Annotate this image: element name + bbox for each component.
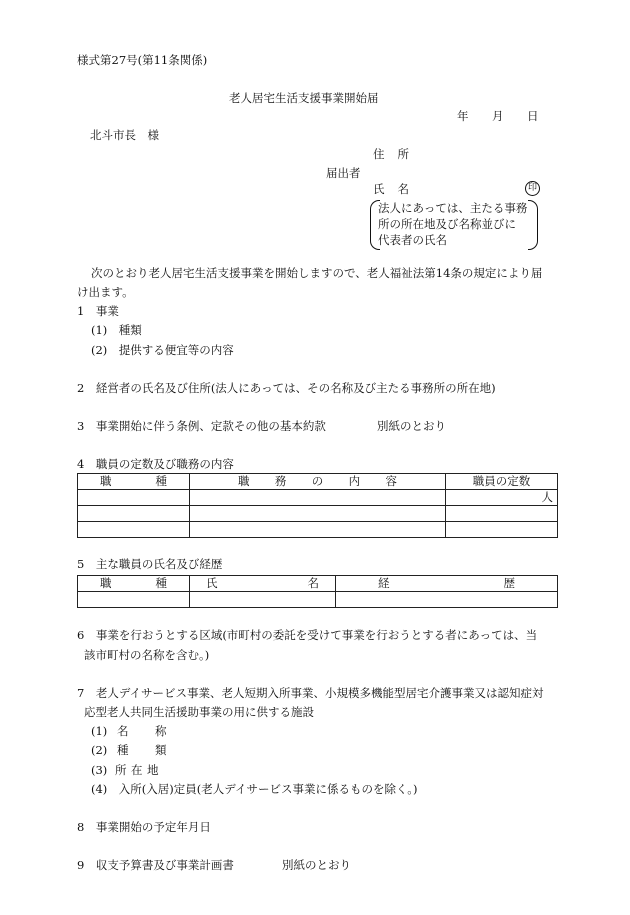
- cell[interactable]: [446, 506, 558, 522]
- note-line: 法人にあっては、主たる事務: [378, 201, 528, 215]
- item-1-2: (2) 提供する便宜等の内容: [91, 343, 234, 357]
- addressee: 北斗市長 様: [90, 128, 159, 142]
- item-4: 4 職員の定数及び職務の内容: [77, 457, 234, 471]
- note-line: 所の所在地及び名称並びに: [378, 217, 516, 231]
- table-row: [78, 490, 558, 506]
- cell[interactable]: [78, 592, 190, 608]
- cell[interactable]: [78, 506, 190, 522]
- item-7-line-1: 7 老人デイサービス事業、老人短期入所事業、小規模多機能型居宅介護事業又は認知症対: [77, 686, 544, 700]
- header-career: 経 歴: [336, 576, 558, 592]
- address-label: 住 所: [373, 147, 409, 161]
- item-6-line-1: 6 事業を行おうとする区域(市町村の委託を受けて事業を行おうとする者にあっては、当: [77, 628, 538, 642]
- item-3-note: 別紙のとおり: [377, 419, 446, 433]
- header-duty-content: 職 務 の 内 容: [190, 474, 446, 490]
- item-7-1: (1) 名 称: [91, 724, 167, 738]
- item-7-line-2: 応型老人共同生活援助事業の用に供する施設: [84, 705, 314, 719]
- item-8: 8 事業開始の予定年月日: [77, 820, 211, 834]
- cell[interactable]: [190, 506, 446, 522]
- date-year: 年: [457, 109, 469, 123]
- header-name: 氏 名: [190, 576, 336, 592]
- item-7-2: (2) 種 類: [91, 743, 167, 757]
- applicant-label: 届出者: [326, 166, 361, 180]
- item-5: 5 主な職員の氏名及び経歴: [77, 557, 223, 571]
- table-row: [78, 592, 558, 608]
- staff-count-unit[interactable]: 人: [446, 490, 558, 506]
- item-1: 1 事業: [77, 304, 119, 318]
- intro-line-2: け出ます。: [77, 285, 134, 299]
- applicant-note: [370, 200, 538, 250]
- right-bracket: [528, 200, 538, 250]
- item-7-3: (3) 所 在 地: [91, 763, 159, 777]
- cell[interactable]: [190, 522, 446, 538]
- cell[interactable]: [446, 522, 558, 538]
- date-month: 月: [492, 109, 504, 123]
- seal-mark: 印: [525, 181, 540, 196]
- header-staff-count: 職員の定数: [446, 474, 558, 490]
- note-line: 代表者の氏名: [378, 233, 447, 247]
- item-2: 2 経営者の氏名及び住所(法人にあっては、その名称及び主たる事務所の所在地): [77, 381, 496, 395]
- item-7-4: (4) 入所(入居)定員(老人デイサービス事業に係るものを除く。): [91, 782, 418, 796]
- item-9: 9 収支予算書及び事業計画書: [77, 858, 234, 872]
- cell[interactable]: [190, 490, 446, 506]
- date-day: 日: [527, 109, 539, 123]
- cell[interactable]: [190, 592, 336, 608]
- header-duty-type: 職 種: [78, 576, 190, 592]
- table-header-row: [78, 474, 558, 490]
- staff-career-table: [77, 575, 558, 608]
- form-number: 様式第27号(第11条関係): [77, 53, 208, 67]
- cell[interactable]: [336, 592, 558, 608]
- table-row: [78, 522, 558, 538]
- staff-duty-table: [77, 473, 558, 538]
- item-6-line-2: 該市町村の名称を含む。): [84, 648, 210, 662]
- cell[interactable]: [78, 522, 190, 538]
- name-label: 氏 名: [373, 182, 409, 196]
- item-3: 3 事業開始に伴う条例、定款その他の基本約款: [77, 419, 326, 433]
- intro-line-1: 次のとおり老人居宅生活支援事業を開始しますので、老人福祉法第14条の規定により届: [91, 266, 543, 280]
- table-row: [78, 506, 558, 522]
- form-title: 老人居宅生活支援事業開始届: [229, 91, 379, 105]
- item-9-note: 別紙のとおり: [282, 858, 351, 872]
- header-duty-type: 職 種: [78, 474, 190, 490]
- cell[interactable]: [78, 490, 190, 506]
- table-header-row: [78, 576, 558, 592]
- item-1-1: (1) 種類: [91, 323, 142, 337]
